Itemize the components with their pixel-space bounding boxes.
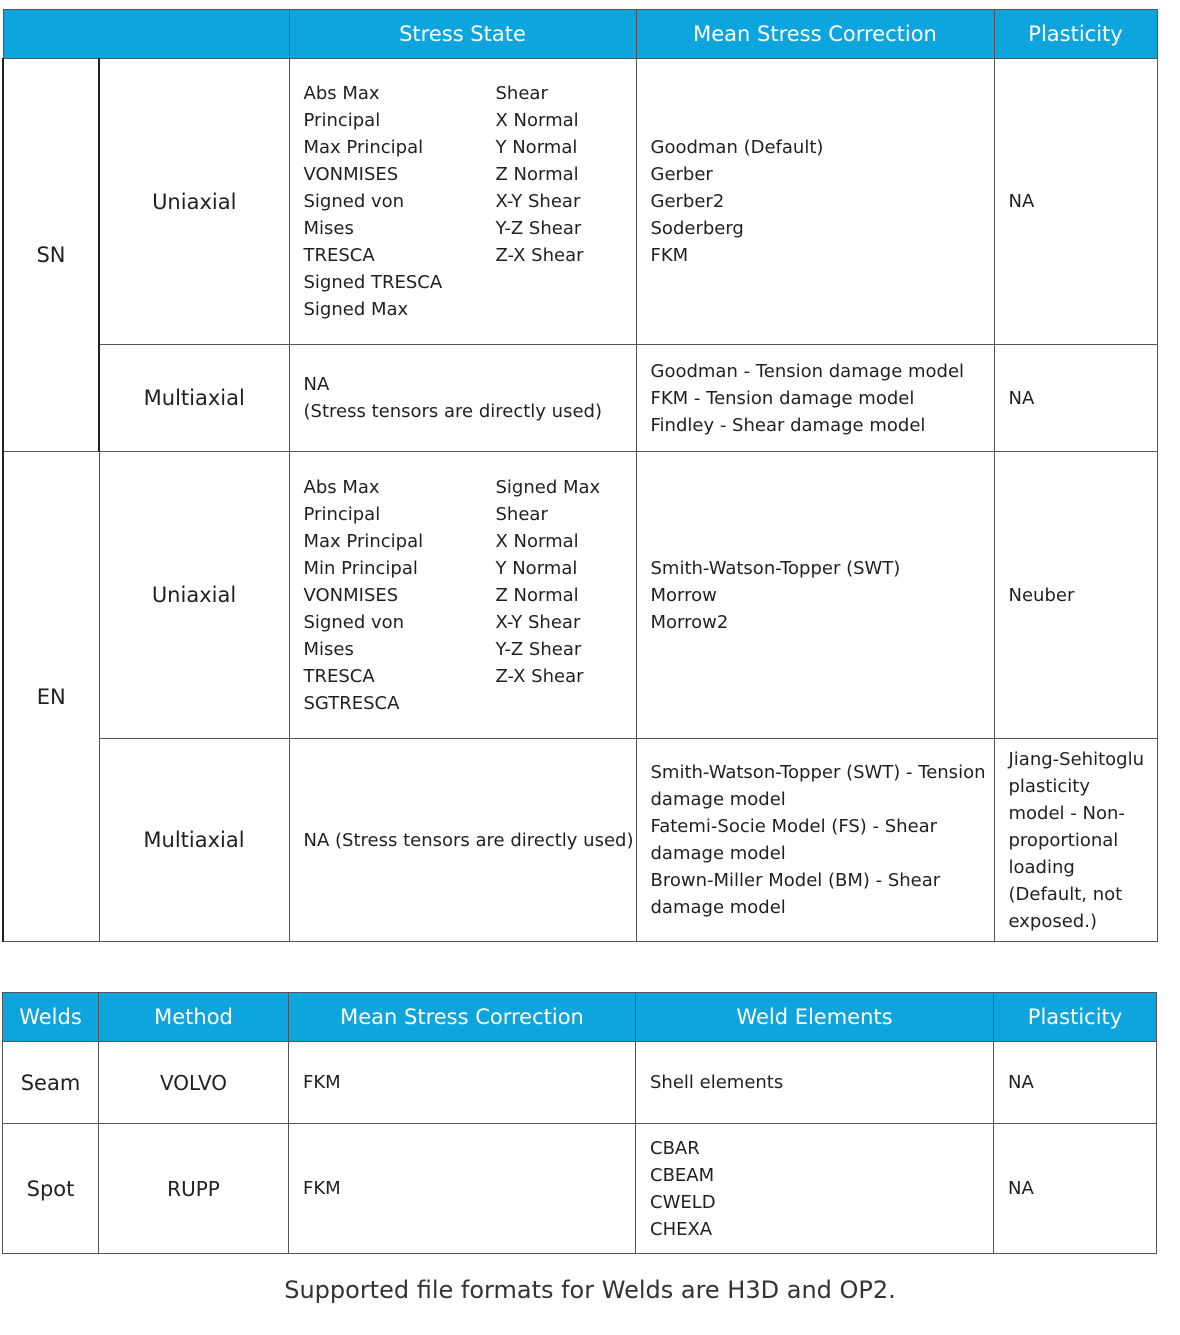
analysis-cell — [99, 739, 289, 942]
list-item: Y-Z Shear — [495, 638, 582, 660]
list-item: damage model — [650, 789, 786, 810]
list-item: Gerber — [650, 164, 713, 185]
msc-value: FKM — [303, 1178, 341, 1199]
list-item: FKM — [650, 245, 689, 266]
list-item: Fatemi-Socie Model (FS) - Shear — [650, 816, 938, 837]
table-header-row — [3, 993, 1157, 1042]
stress-list-col2 — [496, 474, 601, 690]
stress-list-col1 — [304, 474, 496, 717]
plasticity-cell — [994, 452, 1157, 739]
type-label: SN — [36, 243, 66, 267]
mean-stress-correction-cell — [636, 345, 994, 452]
method-label: RUPP — [167, 1176, 220, 1201]
list-item: Mises — [303, 218, 354, 239]
analysis-label: Uniaxial — [152, 189, 237, 214]
fatigue-methods-table — [2, 9, 1158, 942]
list-item: (Stress tensors are directly used) — [303, 401, 602, 422]
list-item: proportional — [1008, 829, 1119, 851]
list-item: Soderberg — [650, 218, 744, 239]
plasticity-cell — [994, 345, 1157, 452]
type-cell-en — [3, 452, 99, 942]
header-method: Method — [99, 993, 289, 1042]
list-item: (Default, not — [1008, 883, 1123, 905]
plasticity-value: NA — [1008, 387, 1035, 409]
weld-label: Seam — [20, 1070, 81, 1095]
list-item: Principal — [303, 110, 381, 131]
list-item: TRESCA — [303, 245, 375, 266]
header-stress-state: Stress State — [289, 10, 636, 59]
list-item: Abs Max — [303, 83, 380, 104]
welds-table — [2, 992, 1157, 1254]
list-item: X Normal — [495, 530, 579, 552]
msc-value: FKM — [303, 1072, 341, 1093]
stress-state-cell — [289, 452, 636, 739]
table-row — [3, 452, 1157, 739]
list-item: Mises — [303, 638, 354, 660]
list-item: Goodman - Tension damage model — [650, 360, 965, 382]
header-blank — [3, 10, 289, 59]
plasticity-value: NA — [1008, 1178, 1034, 1199]
method-label: VOLVO — [159, 1070, 228, 1095]
weld-cell — [3, 1124, 99, 1254]
list-item: Findley - Shear damage model — [650, 414, 926, 436]
plasticity-cell — [994, 59, 1157, 345]
list-item: Signed von — [303, 611, 405, 633]
plasticity-cell — [994, 1042, 1157, 1124]
caption: Supported file formats for Welds are H3D and OP2. — [284, 1276, 896, 1304]
list-item: Smith-Watson-Topper (SWT) — [650, 557, 901, 579]
analysis-label: Multiaxial — [143, 828, 245, 852]
list-item: Abs Max — [303, 476, 380, 498]
header-welds: Welds — [3, 993, 99, 1042]
mean-stress-correction-cell — [636, 452, 994, 739]
list-item: Shell elements — [650, 1072, 784, 1093]
list-item: Z-X Shear — [495, 665, 584, 687]
list-item: X-Y Shear — [495, 611, 581, 633]
table-row — [3, 1042, 1157, 1124]
header-weld-elements: Weld Elements — [636, 993, 994, 1042]
header-mean-stress-correction: Mean Stress Correction — [636, 10, 994, 59]
weld-cell — [3, 1042, 99, 1124]
weld-elements-cell — [636, 1042, 994, 1124]
weld-label: Spot — [26, 1176, 75, 1201]
table-row — [3, 59, 1157, 345]
method-cell — [99, 1042, 289, 1124]
list-item: CBEAM — [650, 1164, 715, 1186]
plasticity-value: NA — [1008, 1072, 1034, 1093]
stress-list-col1 — [304, 80, 496, 323]
stress-state-cell — [289, 59, 636, 345]
list-item: Z Normal — [495, 584, 579, 606]
type-label: EN — [36, 684, 66, 709]
list-item: CHEXA — [650, 1218, 713, 1240]
header-plasticity: Plasticity — [994, 10, 1157, 59]
analysis-cell — [99, 345, 289, 452]
analysis-cell — [99, 59, 289, 345]
list-item: Principal — [303, 503, 381, 525]
list-item: TRESCA — [303, 665, 375, 687]
list-item: NA — [303, 374, 330, 395]
analysis-cell — [99, 452, 289, 739]
list-item: Signed Max — [495, 476, 601, 498]
mean-stress-correction-cell — [636, 739, 994, 942]
list-item: damage model — [650, 897, 786, 918]
list-item: FKM - Tension damage model — [650, 387, 915, 409]
table-row — [3, 345, 1157, 452]
list-item: Min Principal — [303, 557, 418, 579]
list-item: Max Principal — [303, 530, 424, 552]
list-item: NA (Stress tensors are directly used) — [303, 829, 634, 851]
header-mean-stress-correction: Mean Stress Correction — [289, 993, 636, 1042]
list-item: Shear — [495, 503, 548, 525]
list-item: Max Principal — [303, 137, 424, 158]
list-item: Y Normal — [495, 557, 578, 579]
list-item: Smith-Watson-Topper (SWT) - Tension — [650, 762, 986, 783]
stress-state-cell — [289, 739, 636, 942]
method-cell — [99, 1124, 289, 1254]
list-item: Signed von — [303, 191, 405, 212]
list-item: damage model — [650, 843, 786, 864]
list-item: Signed TRESCA — [303, 272, 443, 293]
list-item: Gerber2 — [650, 191, 725, 212]
list-item: plasticity — [1008, 775, 1091, 797]
list-item: Z Normal — [495, 164, 579, 185]
list-item: CBAR — [650, 1137, 700, 1159]
table-header-row — [3, 10, 1157, 59]
table-row — [3, 1124, 1157, 1254]
list-item: model - Non- — [1008, 802, 1125, 824]
analysis-label: Uniaxial — [151, 583, 237, 607]
list-item: SGTRESCA — [303, 692, 400, 714]
plasticity-cell — [994, 1124, 1157, 1254]
list-item: CWELD — [650, 1191, 716, 1213]
type-cell-sn — [3, 59, 99, 452]
list-item: Y-Z Shear — [495, 218, 582, 239]
list-item: exposed.) — [1008, 910, 1097, 932]
list-item: Z-X Shear — [495, 245, 584, 266]
stress-list-col2 — [496, 80, 584, 269]
list-item: VONMISES — [303, 164, 399, 185]
list-item: Goodman (Default) — [650, 137, 824, 158]
list-item: Brown-Miller Model (BM) - Shear — [650, 870, 941, 891]
list-item: Y Normal — [495, 137, 578, 158]
list-item: VONMISES — [303, 584, 399, 606]
list-item: Jiang-Sehitoglu — [1008, 748, 1144, 770]
mean-stress-correction-cell — [289, 1042, 636, 1124]
plasticity-cell — [994, 739, 1157, 942]
weld-elements-cell — [636, 1124, 994, 1254]
list-item: Shear — [495, 83, 548, 104]
plasticity-value: NA — [1008, 191, 1035, 212]
list-item: Morrow — [650, 584, 717, 606]
analysis-label: Multiaxial — [143, 386, 245, 410]
list-item: X Normal — [495, 110, 579, 131]
header-plasticity: Plasticity — [994, 993, 1157, 1042]
stress-state-cell — [289, 345, 636, 452]
table-row — [3, 739, 1157, 942]
list-item: Morrow2 — [650, 611, 729, 633]
list-item: X-Y Shear — [495, 191, 581, 212]
list-item: loading — [1008, 856, 1075, 878]
plasticity-value: Neuber — [1008, 584, 1075, 606]
mean-stress-correction-cell — [289, 1124, 636, 1254]
mean-stress-correction-cell — [636, 59, 994, 345]
list-item: Signed Max — [303, 299, 409, 320]
